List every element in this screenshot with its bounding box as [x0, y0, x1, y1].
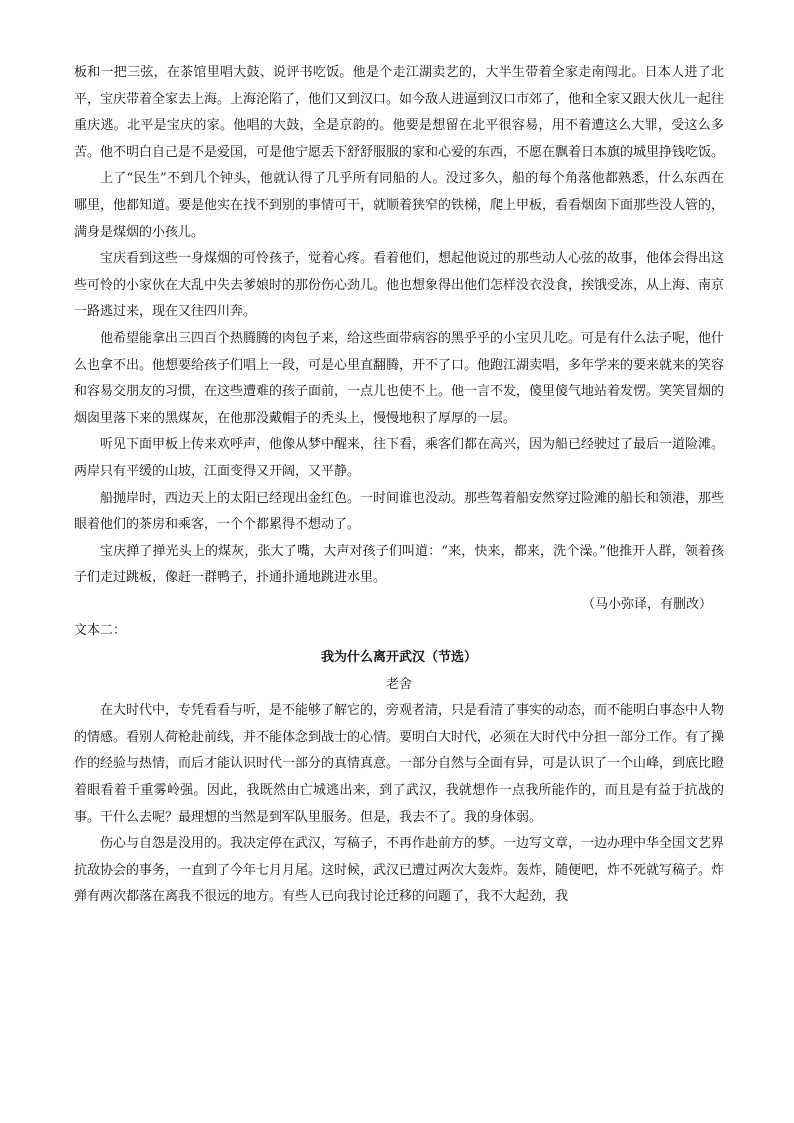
- text2-label: 文本二：: [74, 623, 127, 639]
- source-note: （马小弥译，有删改）: [581, 596, 712, 612]
- paragraph: 伤心与自怨是没用的。我决定停在武汉，写稿子，不再作赴前方的梦。一边写文章，一边办理中华全国文艺界抗敌协会的事务，一直到了今年七月月尾。这时候，武汉已遭过两次大轰炸。轰炸，随便吧，炸不死就写稿子。炸弹有两次都落在离我不很远的地方。有些人已向我讨论迁移的问题了，我不大起劲，我: [74, 836, 725, 905]
- paragraph: 船抛岸时，西边天上的太阳已经现出金红色。一时间谁也没动。那些驾着船安然穿过险滩的船长和领港，那些眼着他们的茶房和乘客，一个个都累得不想动了。: [74, 490, 725, 533]
- paragraph: 听见下面甲板上传来欢呼声，他像从梦中醒来，往下看，乘客们都在高兴，因为船已经驶过了最后一道险滩。两岸只有平缓的山坡，江面变得又开阔，又平静。: [74, 437, 725, 479]
- article-title: 我为什么离开武汉（节选）: [320, 650, 477, 666]
- paragraph: 板和一把三弦，在茶馆里唱大鼓、说评书吃饭。他是个走江湖卖艺的，大半生带着全家走南闯北。日本人进了北平，宝庆带着全家去上海。上海沦陷了，他们又到汉口。如今敌人进逼到汉口市郊了，他和全家又跟大伙儿一起往重庆逃。北平是宝庆的家。他唱的大鼓，全是京韵的。他要是想留在北平很容易，用不着遭这么大罪，受这么多苦。他不明白自己是不是爱国，可是他宁愿丢下舒舒服服的家和心爱的东西，不愿在飘着日本旗的城里挣钱吃饭。: [74, 65, 725, 160]
- paragraph: 上了“民生”不到几个钟头，他就认得了几乎所有同船的人。没过多久，船的每个角落他都熟悉，什么东西在哪里，他都知道。要是他实在找不到别的事情可干，就顺着狭窄的铁梯，爬上甲板，看看烟囱下面那些没人管的，满身是煤烟的小孩儿。: [74, 171, 725, 240]
- paragraph: 宝庆掸了掸光头上的煤灰，张大了嘴，大声对孩子们叫道：“来，快来，都来，洗个澡。”他推开人群，领着孩子们走过跳板，像赶一群鸭子，扑通扑通地跳进水里。: [74, 543, 724, 586]
- paragraph: 他希望能拿出三四百个热腾腾的肉包子来，给这些面带病容的黑乎乎的小宝贝儿吃。可是有什么法子呢，他什么也拿不出。他想要给孩子们唱上一段，可是心里直翻腾，开不了口。他跑江湖卖唱，多年学来的要来就来的笑容和容易交朋友的习惯，在这些遭难的孩子面前，一点儿也使不上。他一言不发，傻里傻气地站着发愣。笑笑冒烟的烟囱里落下来的黑煤灰，在他那没戴帽子的秃头上，慢慢地积了厚厚的一层。: [74, 330, 725, 426]
- paragraph: 在大时代中，专凭看看与听，是不能够了解它的，旁观者清，只是看清了事实的动态，而不能明白事态中人物的情感。看别人荷枪赴前线，并不能体念到战士的心情。要明白大时代，必须在大时代中分担一部分工作。有了操作的经验与热情，而后才能认识时代一部分的真情真意。一部分自然与全面有异，可是认识了一个山峰，到底比瞪着眼看着千重雾岭强。因此，我既然由亡城逃出来，到了武汉，我就想作一点我所能作的，而且是有益于抗战的事。干什么去呢？最理想的当然是到军队里服务。但是，我去不了。我的身体弱。: [74, 703, 725, 825]
- paragraph: 宝庆看到这些一身煤烟的可怜孩子，觉着心疼。看着他们，想起他说过的那些动人心弦的故事，他体会得出这些可怜的小家伙在大乱中失去爹娘时的那份伤心劲儿。他也想象得出他们怎样没衣没食，挨饿受冻，从上海、南京一路逃过来，现在又往四川奔。: [74, 251, 725, 320]
- document-body: [74, 60, 724, 911]
- article-author: 老舍: [385, 676, 412, 692]
